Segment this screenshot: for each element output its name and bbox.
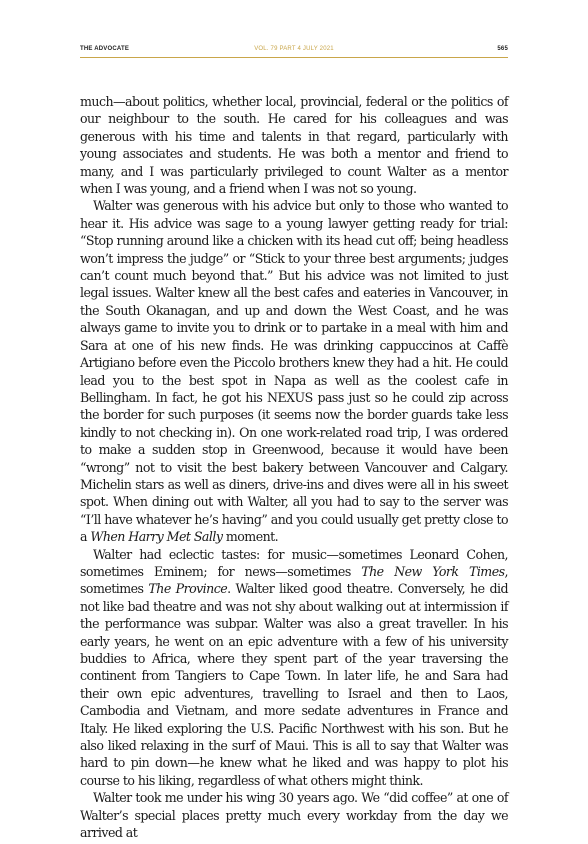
paragraph-1: [80, 93, 508, 197]
publication-title: The New York Times: [361, 563, 505, 579]
paragraph-2: [80, 197, 508, 545]
paragraph-text: , sometimes: [80, 563, 508, 597]
paragraph-3: [80, 546, 508, 790]
paragraph-text: Walter was generous with his advice but only to those who wanted to hear it. His advice was sage to a young lawyer getting ready for trial: “Stop running around like a chicken with its head cut off; being headless won’t impress the judge” or “Stick to your three best arguments; judges can’t count much beyond that.” But his advice was not limited to just legal issues. Walter knew all the best cafes and eateries in Vancouver, in the South Okanagan, and up and down the West Coast, and he was always game to invite you to drink or to partake in a meal with him and Sara at one of his new finds. He was drinking cappuccinos at Caffè Artigiano before even the Piccolo brothers knew they had a hit. He could lead you to the best spot in Napa as well as the coolest cafe in Bellingham. In fact, he got his NEXUS pass just so he could zip across the border for such purposes (it seems now the border guards take less kindly to not checking in). On one work-related road trip, I was ordered to make a sudden stop in Greenwood, because it would have been “wrong” not to visit the best bakery between Vancouver and Calgary. Michelin stars as well as diners, drive-ins and dives were all in his sweet spot. When dining out with Walter, all you had to say to the server was “I’ll have whatever he’s having” and you could usually get pretty close to a: [80, 198, 508, 545]
film-title: When Harry Met Sally: [90, 529, 223, 545]
paragraph-text: much—about politics, whether local, provincial, federal or the politics of our neighbour to the south. He cared for his colleagues and was generous with his time and talents in that regard, particularly with young associates and students. He was both a mentor and friend to many, and I was particularly privileged to count Walter as a mentor when I was young, and a friend when I was not so young.: [80, 94, 508, 197]
issue-info: VOL. 79 PART 4 JULY 2021: [254, 46, 334, 52]
paragraph-text: moment.: [222, 529, 279, 545]
paragraph-text: Walter took me under his wing 30 years ago. We “did coffee” at one of Walter’s special places pretty much every workday from the day we arrived at: [80, 790, 508, 841]
header-rule: [80, 57, 508, 58]
paragraph-4: [80, 789, 508, 841]
paragraph-text: Walter had eclectic tastes: for music—sometimes Leonard Cohen, sometimes Eminem; for news—sometimes: [80, 546, 508, 579]
page-number: 565: [497, 46, 508, 52]
journal-title: THE ADVOCATE: [80, 46, 130, 52]
paragraph-text: . Walter liked good theatre. Conversely, he did not like bad theatre and was not shy about walking out at intermission if the performance was subpar. Walter was also a great traveller. In his early years, he went on an epic adventure with a few of his university buddies to Africa, where they spent part of the year traversing the continent from Tangiers to Cape Town. In later life, he and Sara had their own epic adventures, travelling to Israel and then to Laos, Cambodia and Vietnam, and more sedate adventures in France and Italy. He liked exploring the U.S. Pacific Northwest with his son. But he also liked relaxing in the surf of Maui. This is all to say that Walter was hard to pin down—he knew what he liked and was happy to plot his course to his liking, regardless of what others might think.: [80, 581, 508, 788]
article-body: [80, 93, 508, 841]
publication-title: The Province: [148, 581, 228, 597]
